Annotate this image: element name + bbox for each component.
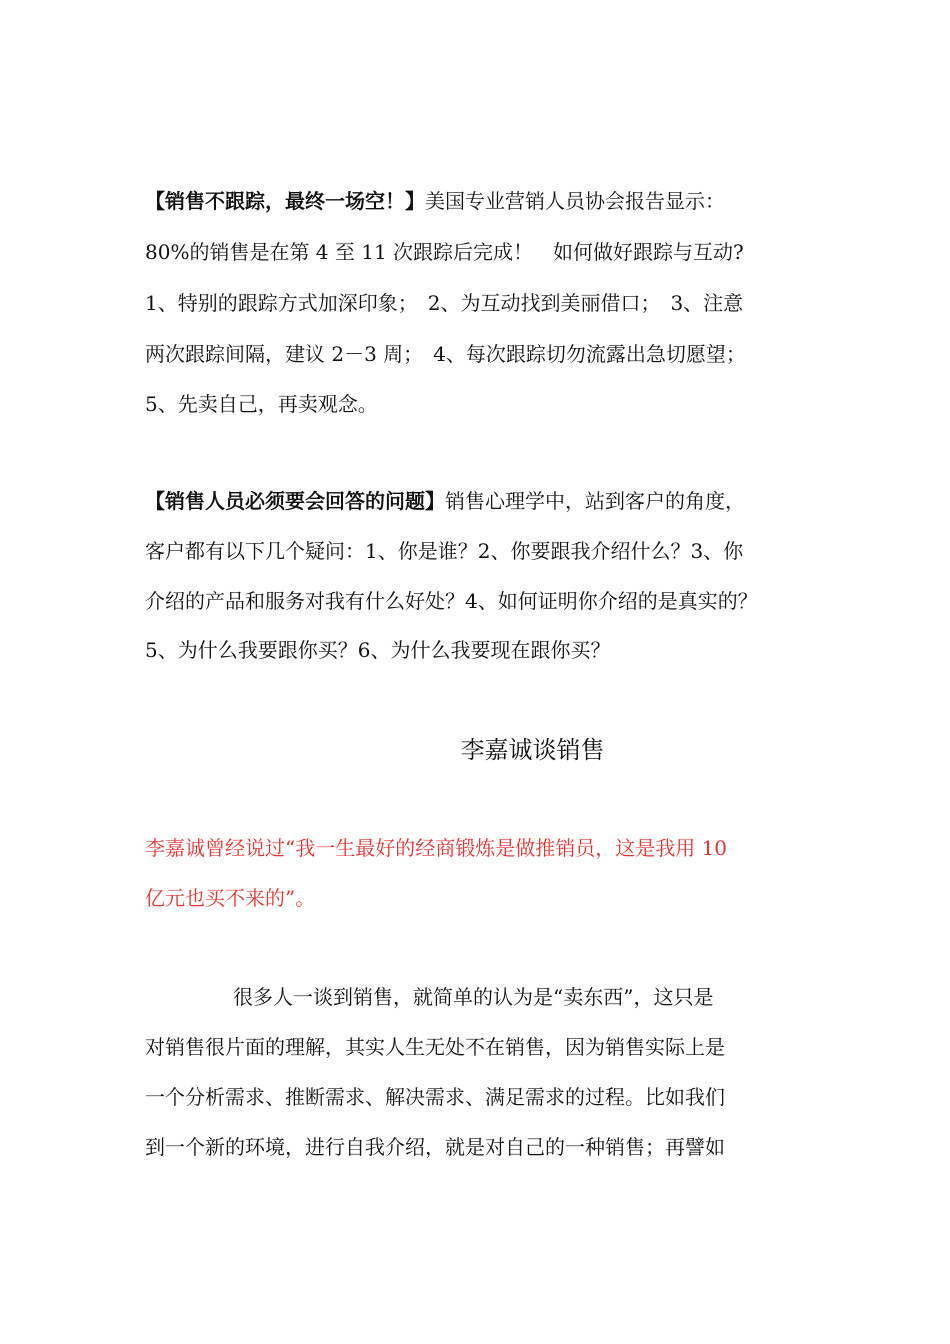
section2-line4: 5、为什么我要跟你买？6、为什么我要现在跟你买？ — [145, 638, 611, 662]
quote-line1: 李嘉诚曾经说过“我一生最好的经商锻炼是做推销员，这是我用 10 — [145, 836, 728, 860]
section1-line1-text: 美国专业营销人员协会报告显示： — [425, 189, 725, 213]
section1-line4: 两次跟踪间隔，建议 2－3 周； 4、每次跟踪切勿流露出急切愿望； — [145, 342, 746, 366]
paragraph-line4: 到一个新的环境，进行自我介绍，就是对自己的一种销售；再譬如 — [145, 1135, 725, 1159]
paragraph-line3: 一个分析需求、推断需求、解决需求、满足需求的过程。比如我们 — [145, 1085, 725, 1109]
section1-line3: 1、特别的跟踪方式加深印象； 2、为互动找到美丽借口； 3、注意 — [145, 291, 744, 315]
section2-line2: 客户都有以下几个疑问：1、你是谁？2、你要跟我介绍什么？3、你 — [145, 539, 744, 563]
section2-line3: 介绍的产品和服务对我有什么好处？4、如何证明你介绍的是真实的？ — [145, 589, 758, 613]
section1-line5: 5、先卖自己，再卖观念。 — [145, 392, 378, 416]
section1-heading: 【销售不跟踪，最终一场空！】 — [145, 189, 425, 213]
section1-line1 — [145, 188, 725, 214]
section1-line2: 80%的销售是在第 4 至 11 次跟踪后完成！ 如何做好跟踪与互动? — [145, 240, 744, 264]
quote-line2: 亿元也买不来的”。 — [145, 886, 316, 910]
paragraph-line1: 很多人一谈到销售，就简单的认为是“卖东西”，这只是 — [233, 985, 714, 1009]
section2-line1 — [145, 488, 745, 514]
article-title: 李嘉诚谈销售 — [460, 736, 605, 764]
section2-line1-text: 销售心理学中，站到客户的角度， — [445, 489, 745, 513]
paragraph-line2: 对销售很片面的理解，其实人生无处不在销售，因为销售实际上是 — [145, 1035, 725, 1059]
section2-heading: 【销售人员必须要会回答的问题】 — [145, 489, 445, 513]
